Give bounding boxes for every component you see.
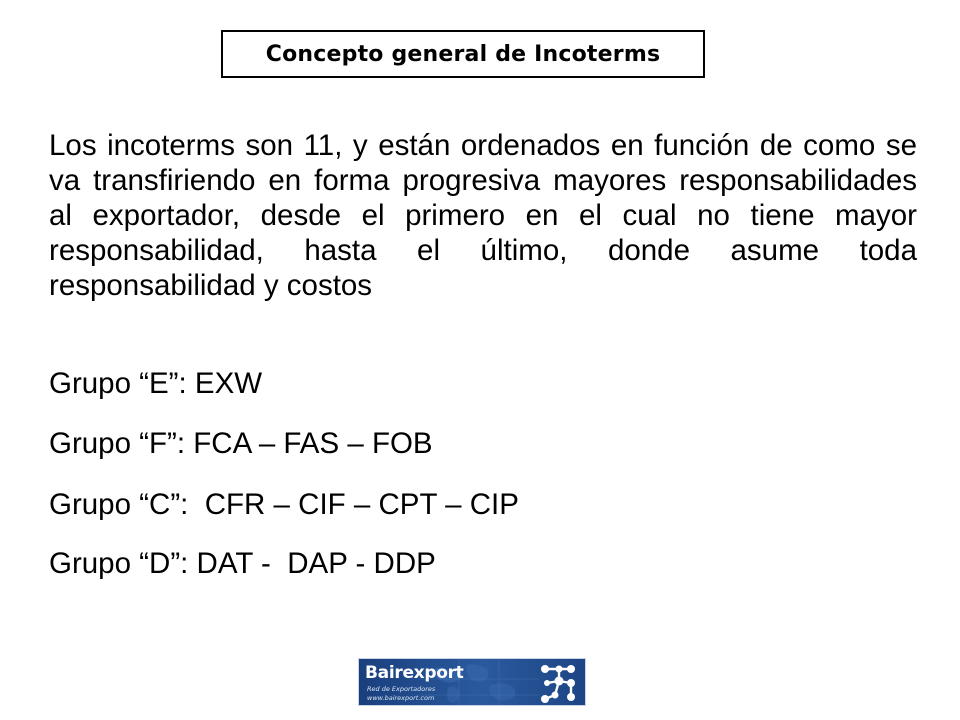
group-d-line: Grupo “D”: DAT - DAP - DDP [49,547,436,580]
title-box [221,30,705,78]
logo-tagline: Red de Exportadores [367,685,436,693]
bairexport-logo [358,658,586,706]
group-f-line: Grupo “F”: FCA – FAS – FOB [49,427,433,460]
logo-url: www.bairexport.com [367,694,435,702]
intro-paragraph: Los incoterms son 11, y están ordenados en función de como se va transfiriendo en forma progresiva mayores responsabilidades al exportador, desde el primero en el cual no tiene mayor responsabilidad, hasta el último, donde asume toda responsabilidad y costos [49,129,917,303]
slide-title: Concepto general de Incoterms [265,41,661,67]
group-e-line: Grupo “E”: EXW [49,367,263,400]
group-c-line: Grupo “C”: CFR – CIF – CPT – CIP [49,488,519,521]
network-nodes-icon [537,661,581,705]
logo-name: Bairexport [365,663,464,683]
